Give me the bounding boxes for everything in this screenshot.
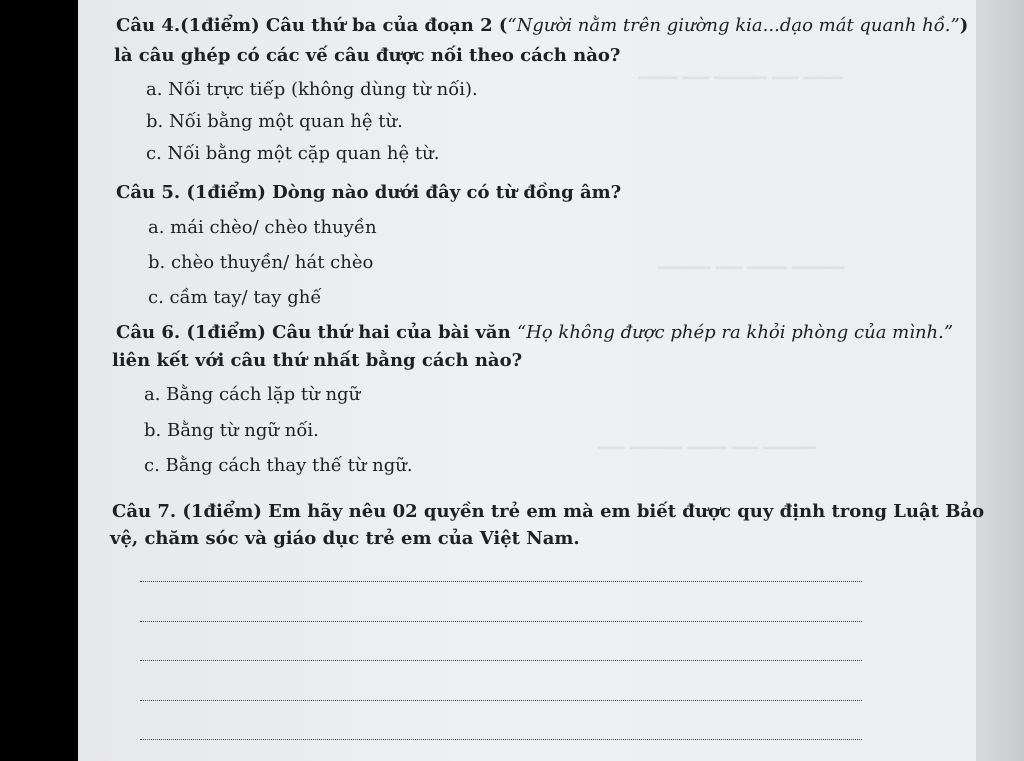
question-5-option-c: c. cầm tay/ tay ghế [148, 287, 322, 308]
answer-line[interactable] [140, 739, 862, 740]
question-5-option-a: a. mái chèo/ chèo thuyền [148, 217, 377, 238]
question-number: Câu 5. (1điểm) [116, 182, 266, 203]
question-5-option-b: b. chèo thuyền/ hát chèo [148, 252, 374, 273]
question-text: Em hãy nêu 02 quyền trẻ em mà em biết được quy định trong Luật Bảo [268, 501, 985, 522]
question-text: Dòng nào dưới đây có từ đồng âm? [272, 182, 622, 203]
question-4-line-2: là câu ghép có các vế câu được nối theo cách nào? [114, 45, 621, 66]
question-7-line-1 [112, 501, 984, 522]
question-6-line-2: liên kết với câu thứ nhất bằng cách nào? [112, 350, 523, 371]
bleed-through-texture: ▁▁ ▁▁▁▁ ▁▁▁ ▁▁ ▁▁▁▁ [598, 430, 816, 450]
question-quote: “Họ không được phép ra khỏi phòng của mình.” [516, 322, 954, 343]
question-text: ) [959, 15, 969, 36]
question-4-line-1 [116, 15, 968, 36]
answer-line[interactable] [140, 621, 862, 622]
answer-line[interactable] [140, 700, 862, 701]
page-edge [976, 0, 1024, 761]
question-text: Câu thứ ba của đoạn 2 ( [265, 15, 508, 36]
question-7-line-2: vệ, chăm sóc và giáo dục trẻ em của Việt Nam. [110, 528, 580, 549]
question-6-line-1 [116, 322, 953, 343]
question-5-line-1 [116, 182, 621, 203]
bleed-through-texture: ▁▁▁▁ ▁▁ ▁▁▁ ▁▁▁▁ [658, 250, 845, 270]
question-number: Câu 6. (1điểm) [116, 322, 266, 343]
question-text: Câu thứ hai của bài văn [272, 322, 511, 343]
answer-line[interactable] [140, 581, 862, 582]
question-4-option-b: b. Nối bằng một quan hệ từ. [146, 111, 403, 132]
question-6-option-c: c. Bằng cách thay thế từ ngữ. [144, 455, 413, 476]
question-number: Câu 7. (1điểm) [112, 501, 262, 522]
question-quote: “Người nằm trên giường kia...dạo mát quanh hồ.” [507, 15, 960, 36]
question-6-option-a: a. Bằng cách lặp từ ngữ [144, 384, 361, 405]
question-6-option-b: b. Bằng từ ngữ nối. [144, 420, 319, 441]
question-number: Câu 4.(1điểm) [116, 15, 260, 36]
question-4-option-a: a. Nối trực tiếp (không dùng từ nối). [146, 79, 478, 100]
question-4-option-c: c. Nối bằng một cặp quan hệ từ. [146, 143, 440, 164]
answer-line[interactable] [140, 660, 862, 661]
bleed-through-texture: ▁▁▁ ▁▁ ▁▁▁▁ ▁▁ ▁▁▁ [638, 60, 843, 80]
